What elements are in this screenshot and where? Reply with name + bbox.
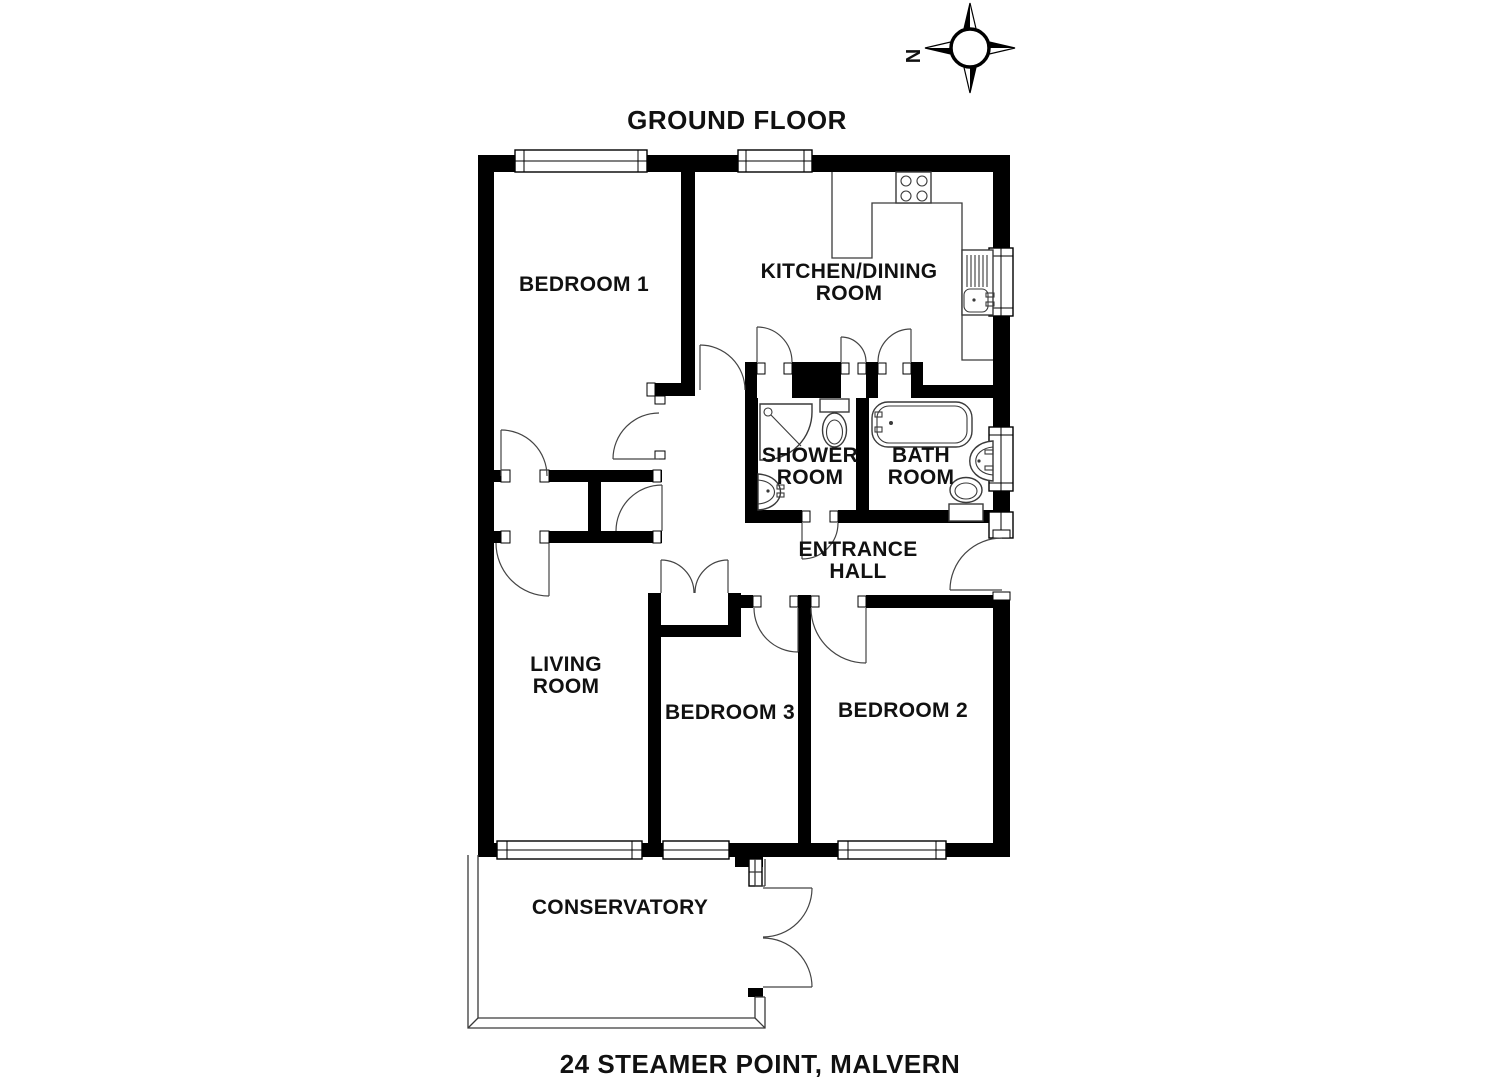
wall-living-bed3-divider <box>648 631 661 845</box>
door-conservatory-french <box>763 888 812 987</box>
wall-bath-north-b <box>792 362 841 398</box>
conservatory-corner-mitres <box>468 1018 765 1028</box>
room-labels <box>519 260 968 919</box>
wall-closet-bottom <box>648 625 741 637</box>
door-bedroom1-lobby-east <box>613 413 659 459</box>
room-label-hall-line2: HALL <box>829 560 887 583</box>
bathtub-icon <box>872 402 972 447</box>
room-label-bedroom3: BEDROOM 3 <box>665 701 795 724</box>
room-label-bedroom2: BEDROOM 2 <box>838 699 968 722</box>
wall-bath-south-west <box>745 510 802 523</box>
address-title: 24 STEAMER POINT, MALVERN <box>559 1049 961 1079</box>
room-label-kitchen-line2: ROOM <box>815 282 883 305</box>
wall-living-b <box>549 531 662 543</box>
shower-toilet-icon <box>820 399 849 447</box>
room-label-shower-line1: SHOWER <box>761 444 859 467</box>
compass-north-label: N <box>903 48 925 64</box>
room-label-bedroom1: BEDROOM 1 <box>519 273 649 296</box>
room-label-hall-line1: ENTRANCE <box>798 538 918 561</box>
door-hall-cupboard <box>616 485 662 531</box>
room-label-shower-line2: ROOM <box>776 466 844 489</box>
conservatory-inner-line <box>478 855 755 1018</box>
door-living-room <box>496 543 549 596</box>
room-label-bath-line2: ROOM <box>887 466 955 489</box>
door-shower-room-north <box>757 327 792 362</box>
wall-bed2-north <box>866 595 993 608</box>
room-label-conservatory: CONSERVATORY <box>531 896 709 919</box>
window-bedroom3-bottom <box>663 841 729 859</box>
door-kitchen-hall <box>700 345 745 390</box>
room-label-living-line1: LIVING <box>530 653 602 676</box>
wall-lobby-a <box>549 470 662 482</box>
door-bedroom1-south <box>501 430 547 476</box>
kitchen-sink-icon <box>962 250 994 315</box>
wall-outer-left <box>478 155 494 857</box>
wall-cupboard-divider <box>588 482 601 531</box>
wall-bedroom1-stub <box>655 383 695 396</box>
hob-icon <box>896 172 931 203</box>
window-bedroom1-top <box>515 150 647 172</box>
wall-bed3-north <box>741 595 753 608</box>
room-label-living-line2: ROOM <box>532 675 600 698</box>
wall-lobby-stub-left <box>487 470 501 482</box>
room-label-kitchen-line1: KITCHEN/DINING <box>760 260 938 283</box>
wall-bath-north-d <box>911 362 923 398</box>
wall-living-stub-left <box>487 531 501 543</box>
front-door-opening <box>991 538 1012 594</box>
room-label-bath-line1: BATH <box>892 444 950 467</box>
window-living-bottom <box>497 841 642 859</box>
compass-icon <box>903 3 1015 93</box>
window-bedroom2-bottom <box>838 841 946 859</box>
wall-cons-right-top-stub <box>749 850 763 859</box>
door-closet-double <box>661 560 728 593</box>
floor-title: GROUND FLOOR <box>627 105 847 135</box>
compass-circle <box>951 29 989 67</box>
door-shower-wc-north <box>841 337 866 362</box>
door-bath-room-north <box>878 329 911 362</box>
door-bedroom3 <box>754 608 798 652</box>
window-kitchen-top <box>738 150 812 172</box>
conservatory-glass-walls <box>468 855 765 1028</box>
wall-cons-right-bottom-stub <box>748 988 763 997</box>
wall-bath-north-a <box>745 362 757 398</box>
door-bedroom2 <box>811 608 866 663</box>
wall-shower-west <box>745 398 758 523</box>
wall-bed3-bed2-divider <box>798 595 811 845</box>
wall-bedroom1-east <box>681 172 695 388</box>
wall-bath-north-c <box>866 362 878 398</box>
bath-basin-icon <box>970 441 993 481</box>
wall-bath-north-east <box>923 385 993 398</box>
conservatory-outer-line <box>468 855 765 1028</box>
